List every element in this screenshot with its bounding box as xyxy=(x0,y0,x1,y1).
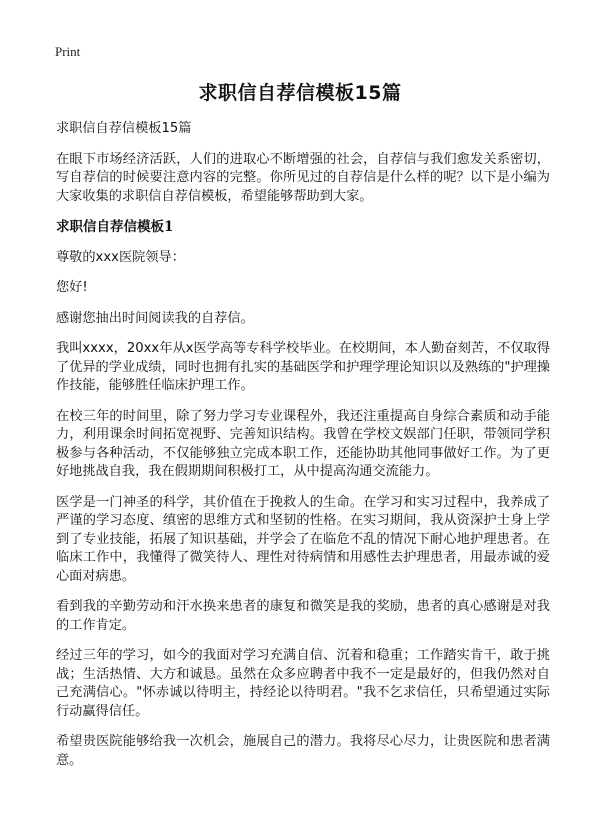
greeting: 您好! xyxy=(56,280,88,295)
body-paragraph: 医学是一门神圣的科学，其价值在于挽救人的生命。在学习和实习过程中，我养成了严谨的学习态度、缜密的思维方式和坚韧的性格。在实习期间，我从资深护士身上学到了专业技能，拓展了知识基础，并学会了在临危不乱的情况下耐心地护理患者。在临床工作中，我懂得了微笑待人、理性对待病情和用感性去护理患者，用最赤诚的爱心面对病患。 xyxy=(56,494,550,584)
body-paragraph: 经过三年的学习，如今的我面对学习充满自信、沉着和稳重；工作踏实肯干，敢于挑战；生活热情、大方和诚恳。虽然在众多应聘者中我不一定是最好的，但我仍然对自己充满信心。"怀赤诚以待明主，持经论以待明君。"我不乞求信任，只希望通过实际行动赢得信任。 xyxy=(56,648,550,719)
body-paragraph: 我叫xxxx，20xx年从x医学高等专科学校毕业。在校期间，本人勤奋刻苦，不仅取得了优异的学业成绩，同时也拥有扎实的基础医学和护理学理论知识以及熟练的"护理操作技能，能够胜任临床护理工作。 xyxy=(56,341,550,393)
article-subtitle: 求职信自荐信模板15篇 xyxy=(56,121,192,136)
body-paragraph: 在校三年的时间里，除了努力学习专业课程外，我还注重提高自身综合素质和动手能力，利用课余时间拓宽视野、完善知识结构。我曾在学校文娱部门任职，带领同学积极参与各种活动，不仅能够独立完成本职工作，还能协助其他同事做好工作。为了更好地挑战自我，我在假期期间积极打工，从中提高沟通交流能力。 xyxy=(56,408,550,479)
thanks-line: 感谢您抽出时间阅读我的自荐信。 xyxy=(56,310,254,326)
salutation: 尊敬的xxx医院领导： xyxy=(56,249,185,265)
print-link[interactable]: Print xyxy=(55,44,81,59)
article-body xyxy=(56,120,550,782)
body-paragraph: 希望贵医院能够给我一次机会，施展自己的潜力。我将尽心尽力，让贵医院和患者满意。 xyxy=(56,734,550,768)
body-paragraph: 看到我的辛勤劳动和汗水换来患者的康复和微笑是我的奖励，患者的真心感谢是对我的工作肯定。 xyxy=(56,599,550,633)
section-title: 求职信自荐信模板1 xyxy=(56,219,174,235)
intro-paragraph: 在眼下市场经济活跃，人们的进取心不断增强的社会，自荐信与我们愈发关系密切，写自荐信的时候要注意内容的完整。你所见过的自荐信是什么样的呢？以下是小编为大家收集的求职信自荐信模板，希望能够帮助到大家。 xyxy=(56,151,550,204)
document-title: 求职信自荐信模板15篇 xyxy=(198,82,402,104)
